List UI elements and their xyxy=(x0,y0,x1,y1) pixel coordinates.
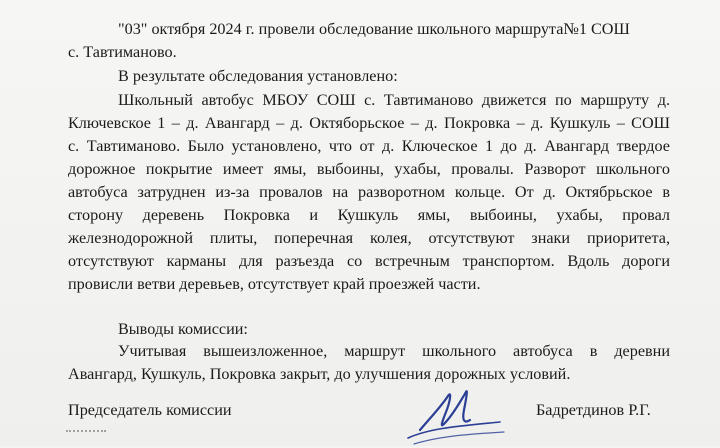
findings-line-7: железнодорожной плиты, поперечная колея, отсутствуют знаки приоритета, xyxy=(68,229,670,247)
conclusions-line-1: Учитывая вышеизложенное, маршрут школьного автобуса в деревни xyxy=(118,342,670,360)
findings-line-1: Школьный автобус МБОУ СОШ с. Тавтиманово движется по маршруту д. xyxy=(118,91,670,109)
findings-heading: В результате обследования установлено: xyxy=(118,67,398,85)
findings-line-2: Ключевское 1 – д. Авангард – д. Октяборьское – д. Покровка – д. Кушкуль – СОШ xyxy=(68,114,670,132)
chairman-role: Председатель комиссии xyxy=(68,401,232,419)
intro-date-line: "03" октября 2024 г. провели обследование школьного маршрута№1 СОШ xyxy=(118,20,630,38)
conclusions-heading: Выводы комиссии: xyxy=(118,320,248,338)
handwritten-signature xyxy=(400,378,510,448)
findings-line-6: сторону деревень Покровка и Кушкуль ямы, выбоины, ухабы, провал xyxy=(68,206,670,224)
conclusions-line-2: Авангард, Кушкуль, Покровка закрыт, до улучшения дорожных условий. xyxy=(68,365,571,383)
findings-line-3: с. Тавтиманово. Было установлено, что от д. Ключеское 1 до д. Авангард твердое xyxy=(68,137,670,155)
findings-line-8: отсутствуют карманы для разъезда со встречным транспортом. Вдоль дороги xyxy=(68,252,670,270)
findings-line-4: дорожное покрытие имеет ямы, выбоины, ухабы, провалы. Разворот школьного xyxy=(68,160,670,178)
next-line-fragment xyxy=(66,430,106,438)
intro-place-line: с. Тавтиманово. xyxy=(68,43,177,61)
findings-line-5: автобуса затруднен из-за провалов на разворотном кольце. От д. Октябрьское в xyxy=(68,183,670,201)
chairman-name: Бадретдинов Р.Г. xyxy=(536,401,651,419)
findings-line-9: провисли ветви деревьев, отсутствует край проезжей части. xyxy=(68,275,481,293)
